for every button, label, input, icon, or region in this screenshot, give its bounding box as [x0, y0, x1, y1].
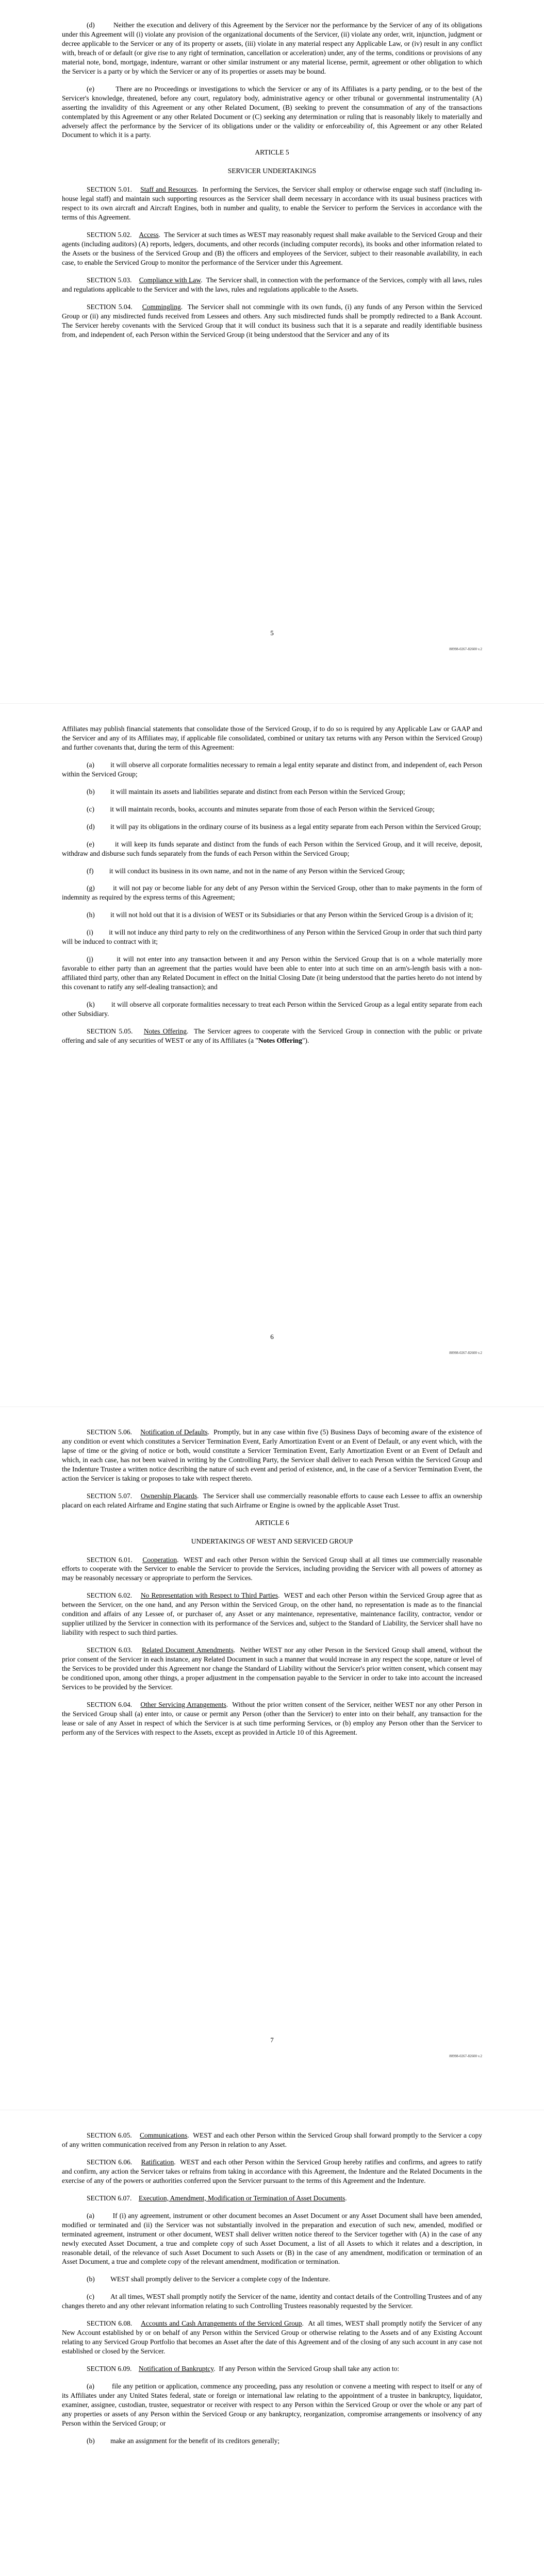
- paragraph: SECTION 5.06. Notification of Defaults. Promptly, but in any case within five (5) Business Days of becoming aware of the existence of any condition or event which constitutes a Servicer Termination Event, Early Amortization Event or an Event of Default, or any event which, with the lapse of time or the giving of notice or both, would constitute a Servicer Termination Event, Early Amortization Event or an Event of Default and which, in each case, has not been waived in writing by the Controlling Party, the Servicer shall deliver to each Person within the Serviced Group and the Indenture Trustee a written notice describing the nature of such event and period of existence, and, in the case of a Servicer Termination Event, the action the Servicer is taking or proposes to take with respect thereto.: [62, 1428, 483, 1482]
- paragraph-text: it will maintain records, books, accounts and minutes separate from those of each Person within the Serviced Group;: [110, 805, 435, 813]
- paragraph: SECTION 6.05. Communications. WEST and each other Person within the Serviced Group shall forward promptly to the Servicer a copy of any written communication received from any Person in relation to any Asset.: [62, 2131, 483, 2148]
- clause-label: (a): [87, 760, 94, 769]
- section-title: Notification of Bankruptcy: [138, 2365, 214, 2373]
- clause-label: (d): [87, 822, 95, 831]
- defined-term: Notes Offering: [258, 1036, 303, 1044]
- paragraph: SECTION 6.07. Execution, Amendment, Modification or Termination of Asset Documents.: [87, 2194, 351, 2202]
- paragraph: [62, 955, 482, 992]
- section-title: Related Document Amendments: [141, 1646, 234, 1654]
- paragraph: SECTION 6.06. Ratification. WEST and each other Person within the Serviced Group hereby ratifies and confirms, and agrees to ratify and confirm, any action the Servicer takes or refrains from taking in accordance with this Agreement, the Indenture and the Related Documents in the exercise of any of the powers or authorities conferred upon the Servicer pursuant to the terms of this Agreement and the Indenture.: [62, 2158, 482, 2184]
- paragraph-text: If any Person within the Serviced Group shall take any action to:: [219, 2365, 400, 2373]
- clause-label: (h): [87, 911, 95, 919]
- paragraph-text: There are no Proceedings or investigations to which the Servicer or any of its Affiliates is a party pending, or to the best of the Servicer's knowledge, threatened, before any court, regulatory body, administrative agency or other tribunal or governmental instrumentality (A) asserting the invalidity of this Agreement or any other Related Document, (B) seeking to prevent the consummation of any of the transactions contemplated by this Agreement or any other Related Document or (C) seeking any determination or ruling that is reasonably likely to materially and adversely affect the performance by the Servicer of its obligations under or the validity or enforceability of, this Agreement or any other Related Document to which it is a party.: [62, 84, 483, 139]
- section-title: Ratification: [141, 2158, 174, 2166]
- section-number: SECTION 6.02.: [87, 1591, 133, 1600]
- paragraph: SECTION 6.08. Accounts and Cash Arrangements of the Serviced Group. At all times, WEST shall promptly notify the Servicer of any New Account established by or on behalf of any Person within the Serviced Group or otherwise relating to the Assets and of any Existing Account relating to any Serviced Group Portfolio that becomes an Asset after the date of this Agreement and of the closing of any such account in any case not established or closed by the Servicer.: [62, 2319, 482, 2355]
- paragraph: [62, 928, 482, 946]
- paragraph-text: Promptly, but in any case within five (5) Business Days of becoming aware of the existence of any condition or event which constitutes a Servicer Termination Event, Early Amortization Event or an Event of Default, or any event which, with the lapse of time or the giving of notice or both, would constitute a Servicer Termination Event, Early Amortization Event or an Event of Default and which, in each case, has not been waived in writing by the Controlling Party, the Servicer shall deliver to each Person within the Serviced Group and the Indenture Trustee a written notice describing the nature of such event and period of existence, and, in the case of a Servicer Termination Event, the action the Servicer is taking or proposes to take with respect thereto.: [62, 1428, 483, 1482]
- paragraph-text: it will pay its obligations in the ordinary course of its business as a legal entity separate from each Person within the Serviced Group;: [110, 822, 481, 831]
- paragraph: SECTION 6.09. Notification of Bankruptcy. If any Person within the Serviced Group shall take any action to:: [87, 2365, 400, 2373]
- section-number: SECTION 6.09.: [87, 2365, 132, 2373]
- section-title: Other Servicing Arrangements: [140, 1700, 226, 1708]
- paragraph: SECTION 5.04. Commingling. The Servicer shall not commingle with its own funds, (i) any funds of any Person within the Serviced Group or (ii) any misdirected funds received from Lessees and others. Any such misdirected funds shall be promptly redirected to a Bank Account. The Servicer hereby covenants with the Serviced Group that it will conduct its business such that it is a separate and readily identifiable business from, and independent of, each Person within the Serviced Group (it being understood that the Servicer and any of its: [62, 302, 483, 338]
- paragraph: [62, 760, 482, 779]
- paragraph-text: Affiliates may publish financial statements that consolidate those of the Serviced Group, if to do so is required by any Applicable Law or GAAP and the Servicer and any of its Affiliates may, if applicable file consolidated, combined or unitary tax returns with any Person within the Serviced Group) and further covenants that, during the term of this Agreement:: [62, 725, 482, 751]
- article-number: ARTICLE 5: [255, 148, 289, 157]
- section-title: Cooperation: [142, 1555, 177, 1564]
- paragraph: [62, 2211, 482, 2267]
- section-number: SECTION 5.02.: [87, 231, 132, 239]
- clause-label: (b): [87, 787, 95, 795]
- paragraph-text: make an assignment for the benefit of its creditors generally;: [110, 2436, 280, 2445]
- paragraph: SECTION 5.07. Ownership Placards. The Servicer shall use commercially reasonable efforts to cause each Lessee to affix an ownership placard on each related Airframe and Engine stating that such Airframe or Engine is owned by the applicable Asset Trust.: [62, 1492, 482, 1509]
- paragraph-text: In performing the Services, the Servicer shall employ or otherwise engage such staff (including in-house legal staff) and maintain such supporting resources as the Servicer shall deem necessary in accordance with its usual business practices with respect to its own aircraft and Aircraft Engines, both in number and quality, to enable the Servicer to perform the Services in accordance with the terms of this Agreement.: [62, 185, 483, 222]
- page-number: 5: [270, 629, 274, 637]
- section-number: SECTION 5.03.: [87, 276, 132, 284]
- section-title: Compliance with Law: [139, 276, 201, 284]
- page: [0, 703, 544, 1406]
- paragraph: [62, 787, 482, 796]
- section-number: SECTION 6.08.: [87, 2319, 133, 2328]
- paragraph-text: WEST shall promptly deliver to the Servicer a complete copy of the Indenture.: [110, 2275, 331, 2283]
- page: [0, 0, 544, 703]
- clause-label: (b): [87, 2436, 95, 2445]
- paragraph: [62, 2275, 482, 2284]
- paragraph: [62, 724, 482, 752]
- section-title: Accounts and Cash Arrangements of the Serviced Group: [141, 2319, 302, 2328]
- paragraph-text: WEST and each other Person within the Serviced Group shall forward promptly to the Servicer a copy of any written communication received from any Person in relation to any Asset.: [62, 2131, 483, 2148]
- clause-label: (e): [87, 84, 94, 93]
- paragraph: SECTION 5.03. Compliance with Law. The Servicer shall, in connection with the performance of the Services, comply with all laws, rules and regulations applicable to the Servicer and with the laws, rules and regulations applicable to the Assets.: [62, 276, 483, 293]
- document-id: 80998-0267-82600 v.2: [449, 1351, 482, 1355]
- paragraph-text: The Servicer shall, in connection with the performance of the Services, comply with all laws, rules and regulations applicable to the Servicer and with the laws, rules and regulations applicable to the Assets.: [62, 276, 483, 293]
- paragraph: [62, 884, 482, 902]
- article-title: SERVICER UNDERTAKINGS: [227, 167, 317, 175]
- clause-label: (d): [87, 21, 95, 29]
- paragraph-text: it will not pay or become liable for any debt of any Person within the Serviced Group, other than to make payments in the form of indemnity as required by the express terms of this Agreement;: [62, 884, 482, 902]
- paragraph: [62, 1000, 482, 1019]
- section-number: SECTION 5.07.: [87, 1492, 133, 1500]
- section-title: Notes Offering: [143, 1027, 187, 1035]
- section-number: SECTION 5.04.: [87, 302, 133, 311]
- section-number: SECTION 6.01.: [87, 1555, 133, 1564]
- paragraph-text: At all times, WEST shall promptly notify the Servicer of any New Account established by or on behalf of any Person within the Serviced Group or otherwise relating to the Assets and of any Existing Account relating to any Serviced Group Portfolio that becomes an Asset after the date of this Agreement and of the closing of any such account in any case not established or closed by the Servicer.: [62, 2319, 482, 2355]
- paragraph: SECTION 6.03. Related Document Amendments. Neither WEST nor any other Person in the Serviced Group shall amend, without the prior consent of the Servicer in each instance, any Related Document in such a manner that would increase in any respect the scope, nature or level of the Services to be provided under this Agreement nor change the Standard of Liability without the Servicer's prior written consent, which consent may be conditioned upon, among other things, a proper adjustment in the compensation payable to the Servicer in order to take into account the increased Services to be provided by the Servicer.: [62, 1646, 483, 1691]
- paragraph-text: it will not induce any third party to rely on the creditworthiness of any Person within the Serviced Group in order that such third party will be induced to contract with it;: [62, 928, 482, 946]
- article-title: UNDERTAKINGS OF WEST AND SERVICED GROUP: [191, 1537, 353, 1545]
- paragraph: [62, 2436, 482, 2446]
- paragraph-text: it will maintain its assets and liabilities separate and distinct from each Person within the Serviced Group;: [110, 787, 405, 795]
- section-number: SECTION 6.06.: [87, 2158, 133, 2166]
- section-number: SECTION 5.01.: [87, 185, 133, 194]
- paragraph-text: WEST and each other Person within the Serviced Group hereby ratifies and confirms, and agrees to ratify and confirm, any action the Servicer takes or refrains from taking in accordance with this Agreement, the Indenture and the Related Documents in the exercise of any of the powers or authorities conferred upon the Servicer pursuant to the terms of this Agreement and the Indenture.: [62, 2158, 482, 2184]
- paragraph: [62, 21, 482, 76]
- paragraph-text: WEST and each other Person within the Serviced Group shall at all times use commercially reasonable efforts to cooperate with the Servicer to enable the Servicer to provide the Services, including providing the Servicer with all powers of attorney as may be reasonably necessary or appropriate to perform the Services.: [62, 1555, 483, 1582]
- section-number: SECTION 6.05.: [87, 2131, 132, 2139]
- page: [0, 1406, 544, 2110]
- document-id: 80998-0267-82600 v.2: [449, 647, 482, 651]
- section-title: Notification of Defaults: [140, 1428, 208, 1436]
- section-title: Execution, Amendment, Modification or Termination of Asset Documents: [138, 2194, 345, 2202]
- document-id: 80998-0267-82600 v.2: [449, 2054, 482, 2058]
- section-title: Ownership Placards: [140, 1492, 197, 1500]
- paragraph: SECTION 5.02. Access. The Servicer at such times as WEST may reasonably request shall make available to the Serviced Group and their agents (including auditors) (A) reports, ledgers, documents, and other records (including computer records), its books and other information related to the Assets or the business of the Serviced Group and (B) the officers and employees of the Servicer, subject to their reasonable availability, in each case, to enable the Serviced Group to monitor the performance of the Servicer under this Agreement.: [62, 231, 483, 267]
- paragraph: [62, 840, 482, 858]
- section-number: SECTION 6.07.: [87, 2194, 132, 2202]
- paragraph-text: Without the prior written consent of the Servicer, neither WEST nor any other Person in the Serviced Group shall (a) enter into, or cause or permit any Person (other than the Servicer) to enter into on their behalf, any transaction for the lease or sale of any Asset in respect of which the Servicer is at such time performing Services, or (b) employ any Person other than the Servicer to perform any of the Services with respect to the Assets, except as provided in Article 10 of this Agreement.: [62, 1700, 483, 1736]
- clause-label: (j): [87, 955, 93, 963]
- section-title: No Representation with Respect to Third Parties: [140, 1591, 278, 1600]
- paragraph: [62, 2292, 482, 2311]
- section-number: SECTION 5.06.: [87, 1428, 133, 1436]
- clause-label: (i): [87, 928, 93, 937]
- paragraph: [62, 84, 482, 140]
- paragraph: SECTION 6.01. Cooperation. WEST and each other Person within the Serviced Group shall at all times use commercially reasonable efforts to cooperate with the Servicer to enable the Servicer to provide the Services, including providing the Servicer with all powers of attorney as may be reasonably necessary or appropriate to perform the Services.: [62, 1555, 483, 1582]
- paragraph: SECTION 5.05. Notes Offering. The Servicer agrees to cooperate with the Serviced Group in connection with the public or private offering and sale of any securities of WEST or any of its Affiliates (a "Notes Offering").: [62, 1027, 483, 1044]
- paragraph-text: The Servicer at such times as WEST may reasonably request shall make available to the Serviced Group and their agents (including auditors) (A) reports, ledgers, documents, and other records (including computer records), its books and other information related to the Assets or the business of the Serviced Group and (B) the officers and employees of the Servicer, subject to their reasonable availability, in each case, to enable the Serviced Group to monitor the performance of the Servicer under this Agreement.: [62, 231, 483, 267]
- clause-label: (c): [87, 805, 94, 813]
- page-number: 7: [270, 2036, 274, 2044]
- page: [0, 2110, 544, 2576]
- section-title: Commingling: [142, 302, 181, 311]
- clause-label: (k): [87, 1001, 95, 1009]
- paragraph: SECTION 5.01. Staff and Resources. In performing the Services, the Servicer shall employ or otherwise engage such staff (including in-house legal staff) and maintain such supporting resources as the Servicer shall deem necessary in accordance with its usual business practices with respect to its own aircraft and Aircraft Engines, both in number and quality, to enable the Servicer to perform the Services in accordance with the terms of this Agreement.: [62, 185, 483, 222]
- article-number: ARTICLE 6: [255, 1518, 289, 1527]
- paragraph-text: it will conduct its business in its own name, and not in the name of any Person within the Serviced Group;: [109, 867, 405, 875]
- paragraph-text: If (i) any agreement, instrument or other document becomes an Asset Document or any Asset Document shall have been amended, modified or terminated and (ii) the Servicer was not substantially involved in the preparation and execution of such new, amended, modified or terminated agreement, instrument or other document, WEST shall deliver written notice thereof to the Servicer together with (A) in the case of any newly executed Asset Document, a true and complete copy of such Asset Document, a list of all Assets to which it relates and a description, in reasonable detail, of the relevance of such Asset Document to such Assets or (B) in the case of any amendment, modification or termination of an Asset Document, a true and complete copy of the relevant amendment, modification or termination.: [62, 2211, 482, 2266]
- paragraph: [62, 2382, 482, 2428]
- section-number: SECTION 6.04.: [87, 1700, 133, 1708]
- paragraph-text-end: ").: [302, 1036, 309, 1044]
- section-number: SECTION 6.03.: [87, 1646, 133, 1654]
- paragraph: SECTION 6.02. No Representation with Respect to Third Parties. WEST and each other Person within the Serviced Group agree that as between the Servicer, on the one hand, and any Person within the Serviced Group, on the other hand, no representation is made as to the financial condition and affairs of any Lessee of, or purchaser of, any Asset or any maintenance, representative, maintenance facility, contractor, vendor or supplier utilized by the Servicer in connection with its performance of the Services and, subject to the Standard of Liability, the Servicer shall have no liability with respect to such third parties.: [62, 1591, 483, 1637]
- paragraph-text: it will observe all corporate formalities necessary to treat each Person within the Serviced Group as a legal entity separate from each other Subsidiary.: [62, 1001, 483, 1018]
- paragraph-text: it will not hold out that it is a division of WEST or its Subsidiaries or that any Person within the Serviced Group is a division of it;: [110, 911, 473, 919]
- clause-label: (e): [87, 840, 94, 848]
- clause-label: (a): [87, 2382, 94, 2391]
- paragraph: [62, 822, 482, 832]
- section-title: Communications: [140, 2131, 188, 2139]
- paragraph: [62, 910, 482, 920]
- paragraph-text: it will observe all corporate formalities necessary to remain a legal entity separate and distinct from, and independent of, each Person within the Serviced Group;: [62, 760, 483, 778]
- clause-label: (a): [87, 2211, 94, 2219]
- paragraph-text: The Servicer shall use commercially reasonable efforts to cause each Lessee to affix an ownership placard on each related Airframe and Engine stating that such Airframe or Engine is owned by the applicable Asset Trust.: [62, 1492, 482, 1509]
- paragraph-text: The Servicer shall not commingle with its own funds, (i) any funds of any Person within the Serviced Group or (ii) any misdirected funds received from Lessees and others. Any such misdirected funds shall be promptly redirected to a Bank Account. The Servicer hereby covenants with the Serviced Group that it will conduct its business such that it is a separate and readily identifiable business from, and independent of, each Person within the Serviced Group (it being understood that the Servicer and any of its: [62, 302, 483, 338]
- clause-label: (g): [87, 884, 95, 892]
- page-number: 6: [270, 1333, 274, 1341]
- clause-label: (f): [87, 867, 94, 875]
- paragraph-text: it will not enter into any transaction between it and any Person within the Serviced Group that is on a whole materially more favorable to either party than an agreement that the parties would have been able to enter into at such time on an arm's-length basis with a non-affiliated third party, other than any Related Document in effect on the Initial Closing Date (it being understood that the parties hereto do not intend by this covenant to ratify any self-dealing transaction); and: [62, 955, 482, 991]
- paragraph-text: it will keep its funds separate and distinct from the funds of each Person within the Serviced Group, and it will receive, deposit, withdraw and disburse such funds separately from the funds of each Person within the Serviced Group;: [62, 840, 482, 857]
- paragraph-text: Neither the execution and delivery of this Agreement by the Servicer nor the performance by the Servicer of any of its obligations under this Agreement will (i) violate any provision of the organizational documents of the Servicer, (ii) violate any order, writ, injunction, judgment or decree applicable to the Servicer or any of its property or assets, (iii) violate in any material respect any Applicable Law, or (iv) result in any conflict with, breach of or default (or give rise to any right of termination, cancellation or acceleration) under, any of the terms, conditions or provisions of any material note, bond, mortgage, indenture, warrant or other similar instrument or any material license, permit, agreement or other obligation to which the Servicer is a party or by which the Servicer or any of its properties or assets may be bound.: [62, 21, 482, 75]
- clause-label: (c): [87, 2293, 94, 2301]
- section-number: SECTION 5.05.: [87, 1027, 133, 1035]
- paragraph-text: file any petition or application, commence any proceeding, pass any resolution or convene a meeting with respect to itself or any of its Affiliates under any United States federal, state or foreign or international law relating to the appointment of a trustee in bankruptcy, liquidator, examiner, assignee, custodian, trustee, sequestrator or receiver with respect to any Person within the Serviced Group or over the whole or any part of any properties or assets of any Person within the Serviced Group or any bankruptcy, reorganization, compromise arrangements or insolvency of any Person within the Serviced Group; or: [62, 2382, 483, 2427]
- section-title: Staff and Resources: [140, 185, 197, 194]
- paragraph-text: At all times, WEST shall promptly notify the Servicer of the name, identity and contact details of the Controlling Trustees and of any changes thereto and any other relevant information relating to such Controlling Trustees reasonably requested by the Servicer.: [62, 2293, 483, 2310]
- paragraph: [62, 805, 482, 814]
- paragraph-text: WEST and each other Person within the Serviced Group agree that as between the Servicer, on the one hand, and any Person within the Serviced Group, on the other hand, no representation is made as to the financial condition and affairs of any Lessee of, or purchaser of, any Asset or any maintenance, representative, maintenance facility, contractor, vendor or supplier utilized by the Servicer in connection with its performance of the Services and, subject to the Standard of Liability, the Servicer shall have no liability with respect to such third parties.: [62, 1591, 483, 1637]
- paragraph-text: The Servicer agrees to cooperate with the Serviced Group in connection with the public or private offering and sale of any securities of WEST or any of its Affiliates (a ": [62, 1027, 483, 1044]
- clause-label: (b): [87, 2275, 95, 2283]
- paragraph: SECTION 6.04. Other Servicing Arrangements. Without the prior written consent of the Servicer, neither WEST nor any other Person in the Serviced Group shall (a) enter into, or cause or permit any Person (other than the Servicer) to enter into on their behalf, any transaction for the lease or sale of any Asset in respect of which the Servicer is at such time performing Services, or (b) employ any Person other than the Servicer to perform any of the Services with respect to the Assets, except as provided in Article 10 of this Agreement.: [62, 1700, 483, 1736]
- paragraph-text: Neither WEST nor any other Person in the Serviced Group shall amend, without the prior consent of the Servicer in each instance, any Related Document in such a manner that would increase in any respect the scope, nature or level of the Services to be provided under this Agreement nor change the Standard of Liability without the Servicer's prior written consent, which consent may be conditioned upon, among other things, a proper adjustment in the compensation payable to the Servicer in order to take into account the increased Services to be provided by the Servicer.: [62, 1646, 483, 1691]
- paragraph: [62, 867, 482, 876]
- section-title: Access: [139, 231, 159, 239]
